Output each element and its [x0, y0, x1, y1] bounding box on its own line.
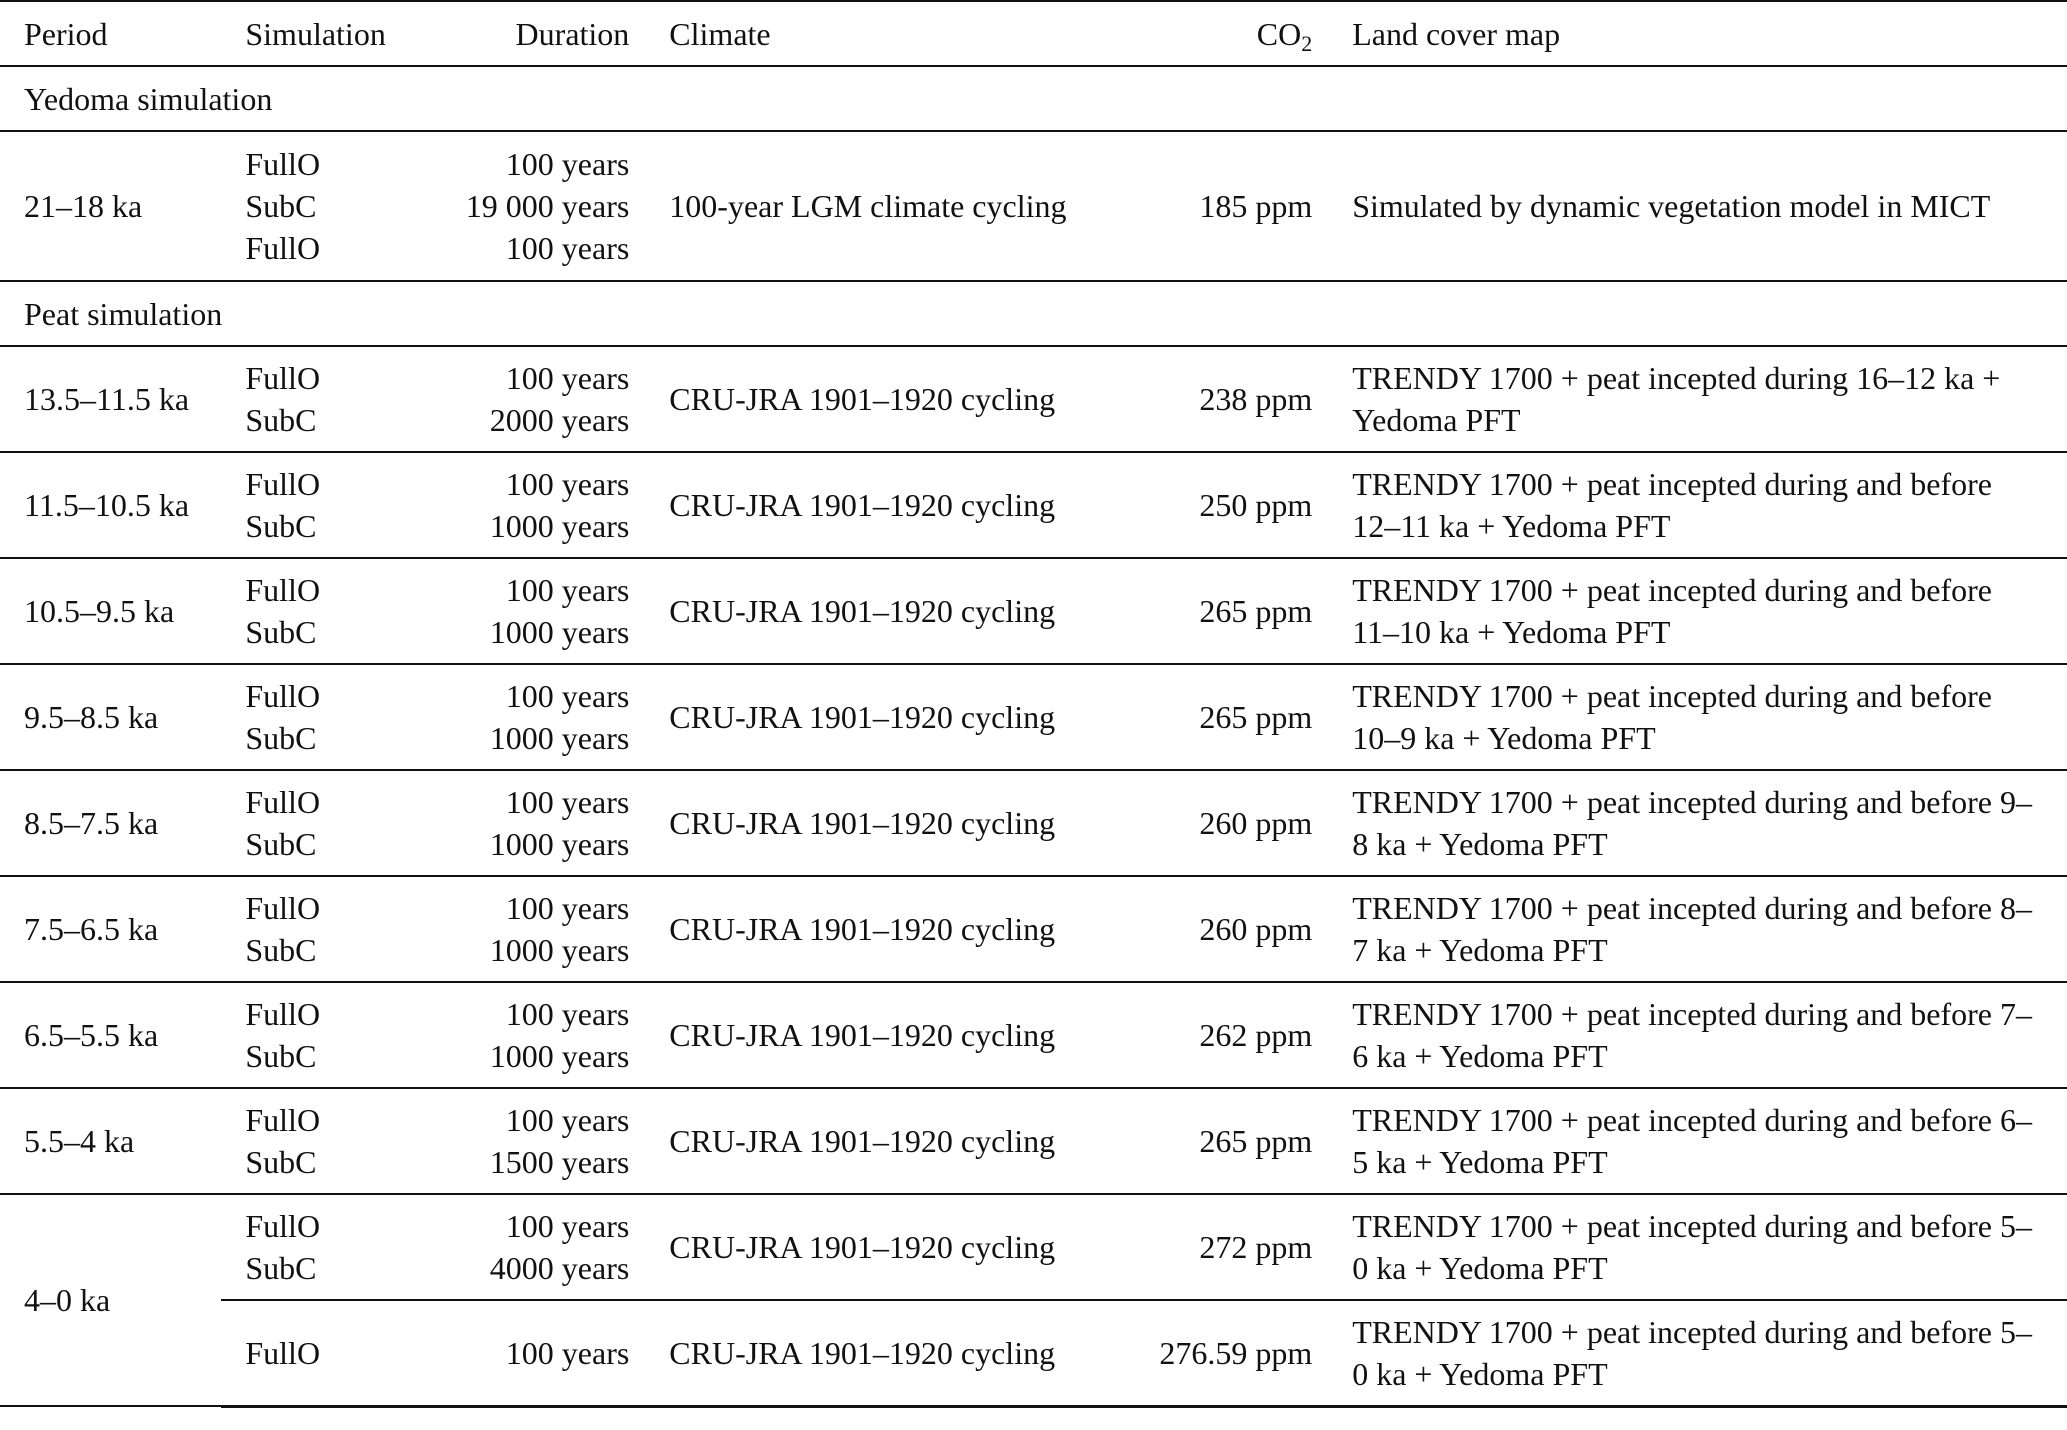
cell-land-cover: TRENDY 1700 + peat incepted during and before 10–9 ka + Yedoma PFT — [1328, 664, 2067, 770]
simulation-line: SubC — [245, 720, 317, 756]
cell-climate: 100-year LGM climate cycling — [645, 131, 1114, 281]
duration-line: 100 years — [505, 678, 630, 714]
duration-line: 1000 years — [489, 720, 630, 756]
cell-period: 9.5–8.5 ka — [0, 664, 221, 770]
header-co2 — [1114, 1, 1328, 66]
cell-duration — [442, 452, 646, 558]
cell-period: 13.5–11.5 ka — [0, 346, 221, 452]
cell-co2: 238 ppm — [1114, 346, 1328, 452]
header-row — [0, 1, 2067, 66]
duration-line: 100 years — [505, 230, 630, 266]
cell-land-cover: TRENDY 1700 + peat incepted during and before 6–5 ka + Yedoma PFT — [1328, 1088, 2067, 1194]
simulation-line: FullO — [245, 360, 321, 396]
header-co2-main: CO — [1256, 15, 1302, 52]
cell-land-cover: TRENDY 1700 + peat incepted during and before 8–7 ka + Yedoma PFT — [1328, 876, 2067, 982]
simulation-line: SubC — [245, 1038, 317, 1074]
simulation-line: FullO — [245, 678, 321, 714]
table-row-final — [0, 1300, 2067, 1406]
cell-duration: 100 years — [442, 1300, 646, 1406]
cell-duration — [442, 770, 646, 876]
cell-simulation — [221, 1194, 441, 1300]
cell-land-cover: TRENDY 1700 + peat incepted during and before 5–0 ka + Yedoma PFT — [1328, 1300, 2067, 1406]
header-period: Period — [0, 1, 221, 66]
cell-simulation — [221, 664, 441, 770]
table-row — [0, 1194, 2067, 1300]
cell-duration — [442, 1194, 646, 1300]
simulation-line: SubC — [245, 614, 317, 650]
duration-line: 1500 years — [489, 1144, 630, 1180]
cell-duration — [442, 346, 646, 452]
header-land-cover: Land cover map — [1328, 1, 2067, 66]
section-row-peat — [0, 281, 2067, 346]
duration-line: 100 years — [505, 146, 630, 182]
simulation-line: SubC — [245, 1144, 317, 1180]
cell-co2: 250 ppm — [1114, 452, 1328, 558]
cell-co2: 185 ppm — [1114, 131, 1328, 281]
table-row — [0, 664, 2067, 770]
cell-land-cover: TRENDY 1700 + peat incepted during and before 5–0 ka + Yedoma PFT — [1328, 1194, 2067, 1300]
cell-co2: 260 ppm — [1114, 876, 1328, 982]
table-row — [0, 1088, 2067, 1194]
cell-simulation — [221, 558, 441, 664]
cell-co2: 260 ppm — [1114, 770, 1328, 876]
cell-duration — [442, 664, 646, 770]
cell-duration — [442, 982, 646, 1088]
duration-line: 100 years — [505, 572, 630, 608]
duration-line: 100 years — [505, 360, 630, 396]
cell-climate: CRU-JRA 1901–1920 cycling — [645, 1194, 1114, 1300]
section-label-yedoma: Yedoma simulation — [0, 66, 2067, 131]
cell-co2: 265 ppm — [1114, 664, 1328, 770]
simulation-line: SubC — [245, 508, 317, 544]
duration-line: 100 years — [505, 1208, 630, 1244]
cell-duration — [442, 1088, 646, 1194]
cell-land-cover: Simulated by dynamic vegetation model in MICT — [1328, 131, 2067, 281]
cell-land-cover: TRENDY 1700 + peat incepted during and before 7–6 ka + Yedoma PFT — [1328, 982, 2067, 1088]
simulation-line: SubC — [245, 826, 317, 862]
section-label-peat: Peat simulation — [0, 281, 2067, 346]
table-row — [0, 452, 2067, 558]
cell-climate: CRU-JRA 1901–1920 cycling — [645, 1088, 1114, 1194]
duration-line: 100 years — [505, 466, 630, 502]
cell-period: 7.5–6.5 ka — [0, 876, 221, 982]
cell-land-cover: TRENDY 1700 + peat incepted during and before 9–8 ka + Yedoma PFT — [1328, 770, 2067, 876]
cell-climate: CRU-JRA 1901–1920 cycling — [645, 452, 1114, 558]
duration-line: 100 years — [505, 784, 630, 820]
header-co2-subscript: 2 — [1301, 30, 1313, 56]
duration-line: 1000 years — [489, 1038, 630, 1074]
cell-climate: CRU-JRA 1901–1920 cycling — [645, 876, 1114, 982]
cell-simulation: FullO — [221, 1300, 441, 1406]
table-row — [0, 346, 2067, 452]
simulation-line: SubC — [245, 932, 317, 968]
simulation-line: FullO — [245, 230, 321, 266]
cell-simulation — [221, 770, 441, 876]
simulation-line: FullO — [245, 784, 321, 820]
header-duration: Duration — [442, 1, 646, 66]
cell-simulation — [221, 876, 441, 982]
duration-line: 100 years — [505, 1102, 630, 1138]
cell-co2: 276.59 ppm — [1114, 1300, 1328, 1406]
cell-simulation — [221, 346, 441, 452]
simulation-line: FullO — [245, 890, 321, 926]
cell-co2: 272 ppm — [1114, 1194, 1328, 1300]
simulation-line: SubC — [245, 1250, 317, 1286]
cell-land-cover: TRENDY 1700 + peat incepted during and before 11–10 ka + Yedoma PFT — [1328, 558, 2067, 664]
cell-climate: CRU-JRA 1901–1920 cycling — [645, 664, 1114, 770]
cell-period: 11.5–10.5 ka — [0, 452, 221, 558]
duration-line: 1000 years — [489, 932, 630, 968]
cell-co2: 265 ppm — [1114, 1088, 1328, 1194]
simulation-line: SubC — [245, 188, 317, 224]
cell-period: 4–0 ka — [0, 1194, 221, 1406]
duration-line: 100 years — [505, 890, 630, 926]
simulation-line: FullO — [245, 466, 321, 502]
cell-simulation — [221, 131, 441, 281]
duration-line: 1000 years — [489, 826, 630, 862]
duration-line: 2000 years — [489, 402, 630, 438]
table-row — [0, 982, 2067, 1088]
cell-co2: 265 ppm — [1114, 558, 1328, 664]
cell-period: 6.5–5.5 ka — [0, 982, 221, 1088]
cell-simulation — [221, 982, 441, 1088]
cell-land-cover: TRENDY 1700 + peat incepted during and before 12–11 ka + Yedoma PFT — [1328, 452, 2067, 558]
cell-duration — [442, 558, 646, 664]
simulation-line: SubC — [245, 402, 317, 438]
simulation-line: FullO — [245, 572, 321, 608]
cell-climate: CRU-JRA 1901–1920 cycling — [645, 770, 1114, 876]
cell-duration — [442, 131, 646, 281]
cell-climate: CRU-JRA 1901–1920 cycling — [645, 346, 1114, 452]
section-row-yedoma — [0, 66, 2067, 131]
header-climate: Climate — [645, 1, 1114, 66]
cell-period: 8.5–7.5 ka — [0, 770, 221, 876]
duration-line: 1000 years — [489, 614, 630, 650]
cell-land-cover: TRENDY 1700 + peat incepted during 16–12 ka + Yedoma PFT — [1328, 346, 2067, 452]
cell-climate: CRU-JRA 1901–1920 cycling — [645, 558, 1114, 664]
cell-period: 21–18 ka — [0, 131, 221, 281]
simulation-line: FullO — [245, 1208, 321, 1244]
cell-co2: 262 ppm — [1114, 982, 1328, 1088]
duration-line: 19 000 years — [465, 188, 630, 224]
cell-simulation — [221, 452, 441, 558]
simulation-line: FullO — [245, 1102, 321, 1138]
table-row — [0, 558, 2067, 664]
cell-climate: CRU-JRA 1901–1920 cycling — [645, 982, 1114, 1088]
cell-duration — [442, 876, 646, 982]
table-row — [0, 876, 2067, 982]
header-simulation: Simulation — [221, 1, 441, 66]
simulation-line: FullO — [245, 996, 321, 1032]
cell-period: 10.5–9.5 ka — [0, 558, 221, 664]
cell-climate: CRU-JRA 1901–1920 cycling — [645, 1300, 1114, 1406]
cell-period: 5.5–4 ka — [0, 1088, 221, 1194]
table-row — [0, 770, 2067, 876]
table-row-yedoma — [0, 131, 2067, 281]
duration-line: 100 years — [505, 996, 630, 1032]
duration-line: 4000 years — [489, 1250, 630, 1286]
cell-simulation — [221, 1088, 441, 1194]
duration-line: 1000 years — [489, 508, 630, 544]
simulation-line: FullO — [245, 146, 321, 182]
